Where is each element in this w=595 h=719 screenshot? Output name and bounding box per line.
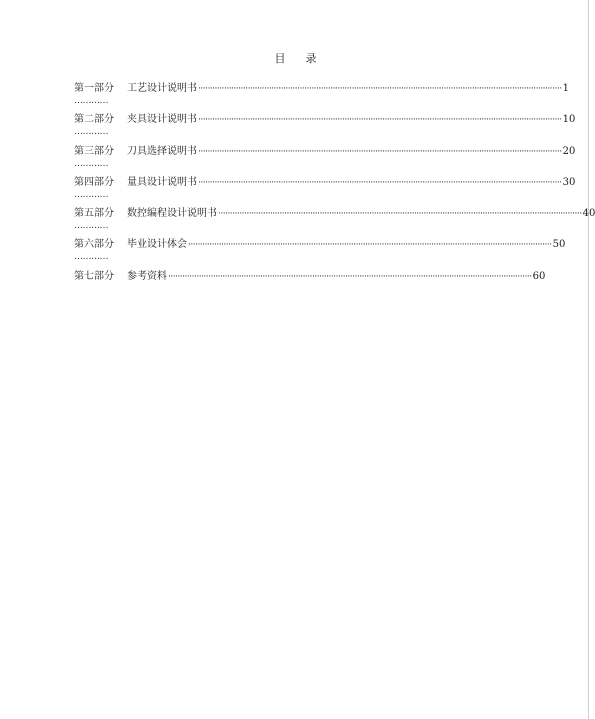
- toc-line: [74, 270, 546, 284]
- toc-entry[interactable]: [74, 238, 566, 269]
- toc-page-number: 60: [532, 270, 546, 282]
- toc-entry[interactable]: [74, 82, 569, 113]
- toc-entry-title[interactable]: 夹具设计说明书: [127, 114, 197, 126]
- toc-dot-leader: ··························································································································································: [218, 209, 582, 220]
- table-of-contents: [74, 82, 595, 301]
- toc-wrap-dots: …………: [74, 252, 108, 263]
- toc-wrap-dots: …………: [74, 96, 108, 106]
- toc-page-number: 30: [562, 176, 576, 188]
- toc-dot-leader: ··························································································································································: [168, 271, 532, 282]
- toc-entry-title[interactable]: 量具设计说明书: [127, 176, 197, 188]
- toc-entry[interactable]: [74, 176, 576, 207]
- page-edge-divider: [588, 0, 589, 719]
- toc-dot-leader: ··························································································································································: [188, 240, 552, 251]
- toc-page-number: 20: [562, 145, 576, 157]
- toc-line: [74, 176, 576, 190]
- toc-entry-title[interactable]: 刀具选择说明书: [127, 145, 197, 157]
- toc-page-number: 1: [562, 83, 569, 94]
- toc-part-label: 第二部分: [74, 114, 114, 126]
- toc-dot-leader: ··························································································································································: [198, 177, 562, 188]
- toc-page-number: 50: [552, 239, 566, 251]
- toc-line: [74, 113, 576, 127]
- toc-entry-title[interactable]: 数控编程设计说明书: [127, 208, 217, 220]
- toc-dot-leader: ··························································································································································: [198, 146, 562, 157]
- toc-entry-title[interactable]: 工艺设计说明书: [127, 83, 197, 94]
- page-title: [0, 50, 591, 66]
- toc-entry[interactable]: [74, 145, 576, 176]
- toc-entry-title[interactable]: 参考资料: [127, 270, 167, 282]
- toc-entry[interactable]: [74, 207, 595, 238]
- toc-dot-leader: ··························································································································································: [198, 84, 562, 94]
- toc-entry[interactable]: [74, 113, 576, 144]
- toc-entry-title[interactable]: 毕业设计体会: [127, 239, 187, 251]
- toc-wrap-dots: …………: [74, 189, 108, 200]
- toc-line: [74, 145, 576, 159]
- title-char-1: 目: [274, 52, 286, 65]
- toc-line: [74, 238, 566, 252]
- toc-entry[interactable]: [74, 270, 546, 301]
- toc-page-number: 10: [562, 114, 576, 126]
- toc-part-label: 第四部分: [74, 176, 114, 188]
- toc-wrap-dots: …………: [74, 221, 108, 232]
- toc-part-label: 第三部分: [74, 145, 114, 157]
- toc-part-label: 第六部分: [74, 239, 114, 251]
- toc-part-label: 第七部分: [74, 270, 114, 282]
- toc-wrap-dots: …………: [74, 158, 108, 169]
- toc-part-label: 第五部分: [74, 208, 114, 220]
- toc-line: [74, 82, 569, 96]
- toc-dot-leader: ··························································································································································: [198, 115, 562, 126]
- toc-wrap-dots: …………: [74, 127, 108, 138]
- toc-page-number: 40: [582, 208, 595, 220]
- title-char-2: 录: [305, 52, 317, 65]
- toc-part-label: 第一部分: [74, 83, 114, 94]
- toc-line: [74, 207, 595, 221]
